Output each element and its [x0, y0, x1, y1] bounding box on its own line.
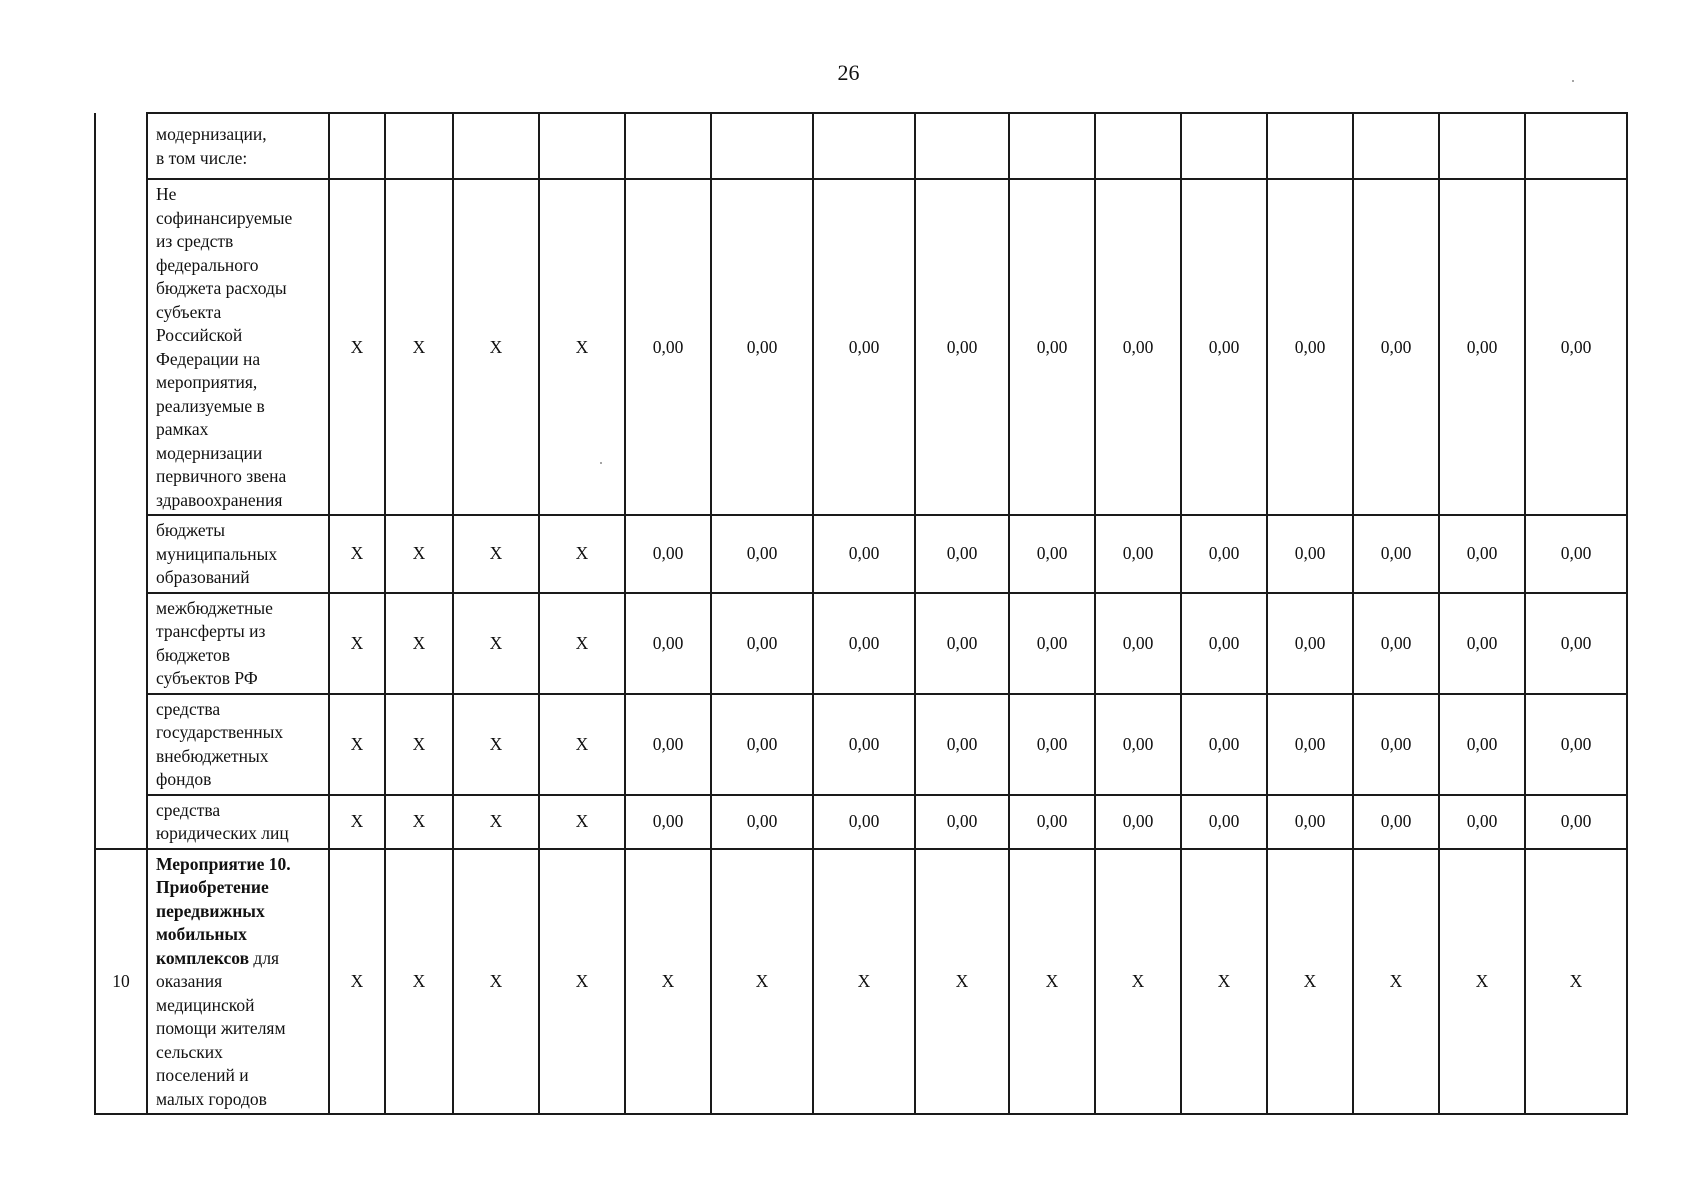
table-cell: 0,00 [1267, 795, 1353, 849]
row-label-text: модернизации, в том числе: [156, 124, 267, 168]
row-number [95, 593, 147, 694]
table-cell: 0,00 [711, 795, 813, 849]
table-row [95, 849, 1627, 1115]
table-cell: 0,00 [711, 593, 813, 694]
table-cell: 0,00 [1267, 179, 1353, 515]
table-cell: 0,00 [813, 179, 915, 515]
table-cell: Х [1009, 849, 1095, 1115]
row-label [147, 849, 329, 1115]
scan-speck [1572, 80, 1574, 82]
row-label [147, 179, 329, 515]
row-number: 10 [95, 849, 147, 1115]
table-cell: 0,00 [813, 795, 915, 849]
row-label-text: средства юридических лиц [156, 799, 289, 843]
table-cell: Х [453, 179, 539, 515]
table-cell: 0,00 [711, 694, 813, 795]
funding-table [94, 112, 1628, 1115]
row-label [147, 593, 329, 694]
table-cell: 0,00 [915, 795, 1009, 849]
table-cell: Х [1181, 849, 1267, 1115]
row-label [147, 515, 329, 593]
table-cell [385, 113, 453, 179]
row-label-text: бюджеты муниципальных образований [156, 520, 278, 587]
table-cell: Х [1439, 849, 1525, 1115]
table-cell: 0,00 [915, 515, 1009, 593]
table-cell: 0,00 [1009, 515, 1095, 593]
table-cell [1267, 113, 1353, 179]
table-cell: 0,00 [1181, 694, 1267, 795]
table-cell: Х [625, 849, 711, 1115]
table-cell: 0,00 [1095, 795, 1181, 849]
row-label-bold: Мероприятие 10. Приобретение передвижных мобильных комплексов [156, 853, 291, 968]
table-cell: Х [1525, 849, 1627, 1115]
table-cell: Х [385, 849, 453, 1115]
table-cell: 0,00 [1095, 515, 1181, 593]
table-cell: Х [453, 515, 539, 593]
table-cell [625, 113, 711, 179]
table-cell: Х [711, 849, 813, 1115]
table-cell: 0,00 [1439, 515, 1525, 593]
table-cell: 0,00 [1525, 694, 1627, 795]
table-cell [1525, 113, 1627, 179]
table-cell: 0,00 [915, 694, 1009, 795]
table-cell: Х [539, 849, 625, 1115]
table-cell: 0,00 [1439, 593, 1525, 694]
table-cell: Х [329, 593, 385, 694]
table-cell: Х [329, 179, 385, 515]
table-cell: Х [453, 694, 539, 795]
table-cell: Х [813, 849, 915, 1115]
table-cell: 0,00 [1353, 179, 1439, 515]
table-cell: 0,00 [1525, 593, 1627, 694]
row-label [147, 795, 329, 849]
table-cell: Х [385, 694, 453, 795]
row-label-text: для оказания медицинской помощи жителям сельских поселений и малых городов [156, 947, 286, 1109]
table-row [95, 515, 1627, 593]
table-cell: 0,00 [1181, 179, 1267, 515]
table-cell: 0,00 [1267, 593, 1353, 694]
table-cell: 0,00 [1353, 593, 1439, 694]
table-cell: Х [1267, 849, 1353, 1115]
table-cell: 0,00 [1267, 694, 1353, 795]
table-cell: 0,00 [1353, 795, 1439, 849]
table-cell: Х [329, 515, 385, 593]
table-cell: 0,00 [1095, 593, 1181, 694]
table-cell [329, 113, 385, 179]
table-cell: Х [329, 795, 385, 849]
row-label [147, 113, 329, 179]
table-cell: 0,00 [915, 179, 1009, 515]
table-cell: 0,00 [1095, 179, 1181, 515]
row-number [95, 515, 147, 593]
table-cell: 0,00 [1353, 694, 1439, 795]
table-cell: Х [539, 795, 625, 849]
table-cell: 0,00 [1439, 179, 1525, 515]
table-cell: 0,00 [1095, 694, 1181, 795]
table-cell: 0,00 [813, 515, 915, 593]
table-cell: Х [1353, 849, 1439, 1115]
table-cell: 0,00 [1009, 694, 1095, 795]
table-cell [1009, 113, 1095, 179]
table-cell: 0,00 [915, 593, 1009, 694]
table-cell: Х [453, 593, 539, 694]
table-cell: 0,00 [1009, 593, 1095, 694]
page-number: 26 [837, 60, 860, 85]
table-cell [1439, 113, 1525, 179]
table-cell: 0,00 [1525, 515, 1627, 593]
table-cell: Х [329, 694, 385, 795]
table-cell: 0,00 [1525, 795, 1627, 849]
table-cell [539, 113, 625, 179]
table-cell: 0,00 [625, 515, 711, 593]
table-cell: Х [539, 593, 625, 694]
table-body [95, 113, 1627, 1114]
row-number [95, 795, 147, 849]
row-label [147, 694, 329, 795]
table-cell [1353, 113, 1439, 179]
table-cell [915, 113, 1009, 179]
row-number [95, 694, 147, 795]
table-cell: 0,00 [1009, 179, 1095, 515]
table-cell: Х [539, 515, 625, 593]
table-cell: 0,00 [625, 179, 711, 515]
table-cell [813, 113, 915, 179]
table-row [95, 795, 1627, 849]
table-cell: 0,00 [625, 795, 711, 849]
table-cell [1181, 113, 1267, 179]
table-row [95, 179, 1627, 515]
row-number [95, 179, 147, 515]
table-cell: Х [329, 849, 385, 1115]
table-cell: 0,00 [1439, 795, 1525, 849]
table-cell [711, 113, 813, 179]
table-cell: 0,00 [813, 593, 915, 694]
table-cell: Х [385, 179, 453, 515]
table-cell [453, 113, 539, 179]
table-row [95, 593, 1627, 694]
table-cell: Х [539, 179, 625, 515]
table-cell: 0,00 [711, 179, 813, 515]
row-label-text: средства государственных внебюджетных фондов [156, 698, 284, 789]
table-cell: Х [385, 593, 453, 694]
table-cell: 0,00 [1353, 515, 1439, 593]
table-cell: Х [385, 795, 453, 849]
table-cell: 0,00 [1439, 694, 1525, 795]
table-row [95, 113, 1627, 179]
row-number [95, 113, 147, 179]
table-cell: 0,00 [1181, 795, 1267, 849]
row-label-text: межбюджетные трансферты из бюджетов субъектов РФ [156, 597, 273, 688]
table-cell: 0,00 [813, 694, 915, 795]
table-cell: Х [453, 849, 539, 1115]
table-cell: Х [385, 515, 453, 593]
table-cell: 0,00 [625, 593, 711, 694]
table-cell: 0,00 [1009, 795, 1095, 849]
table-row [95, 694, 1627, 795]
scan-speck [600, 462, 602, 464]
table-cell: 0,00 [1181, 515, 1267, 593]
table-cell: 0,00 [1181, 593, 1267, 694]
table-cell: Х [539, 694, 625, 795]
table-cell [1095, 113, 1181, 179]
table-cell: Х [453, 795, 539, 849]
table-cell: Х [915, 849, 1009, 1115]
row-label-text: Не софинансируемые из средств федерального бюджета расходы субъекта Российской Федерации на мероприятия, реализуемые в рамках модернизации первичного звена здравоохранения [156, 184, 293, 510]
table-cell: 0,00 [1267, 515, 1353, 593]
table-cell: Х [1095, 849, 1181, 1115]
table-cell: 0,00 [625, 694, 711, 795]
table-cell: 0,00 [711, 515, 813, 593]
table-cell: 0,00 [1525, 179, 1627, 515]
